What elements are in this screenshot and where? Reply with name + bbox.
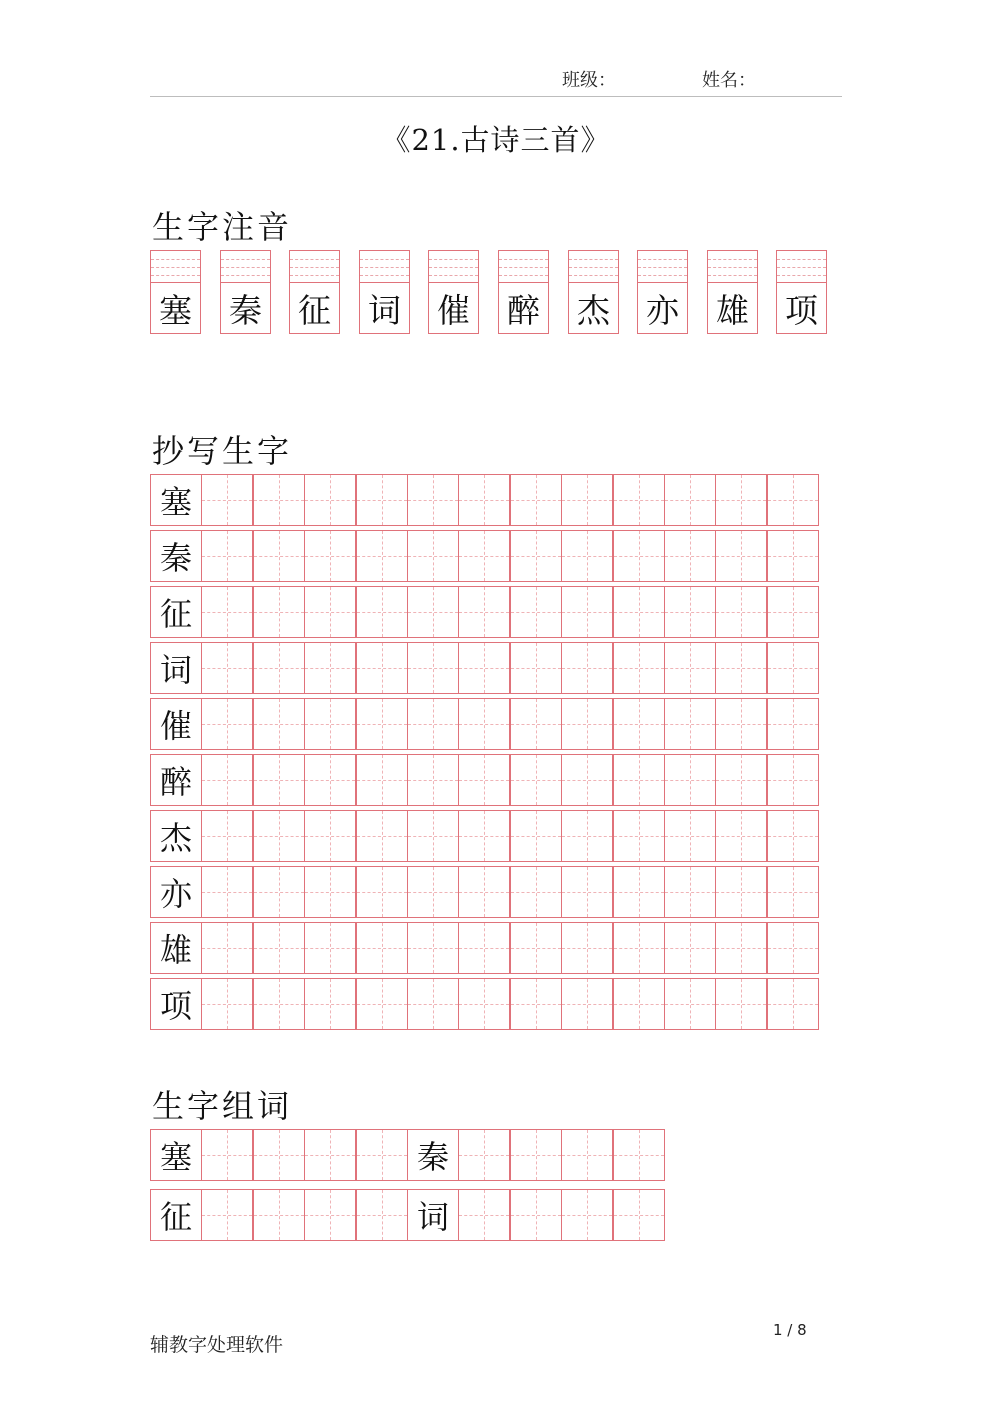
- writing-cell[interactable]: [356, 922, 408, 974]
- writing-cell[interactable]: [767, 810, 819, 862]
- writing-cell[interactable]: [510, 474, 562, 526]
- copy-model-cell: [150, 642, 202, 694]
- pinyin-writing-area[interactable]: [221, 251, 270, 283]
- word-writing-cell[interactable]: [561, 1129, 613, 1181]
- copy-model-cell: [150, 866, 202, 918]
- phonetic-box[interactable]: [220, 250, 271, 334]
- writing-cell[interactable]: [253, 754, 305, 806]
- phonetic-character: 征: [298, 290, 331, 330]
- writing-cell[interactable]: [664, 866, 716, 918]
- writing-cell[interactable]: [407, 642, 459, 694]
- model-character: 醉: [159, 763, 192, 801]
- model-character: 项: [159, 987, 192, 1025]
- writing-cell[interactable]: [201, 978, 253, 1030]
- model-character: 塞: [159, 483, 192, 521]
- name-label: 姓名：: [702, 70, 756, 91]
- writing-cell[interactable]: [664, 530, 716, 582]
- writing-cell[interactable]: [561, 754, 613, 806]
- model-character: 雄: [159, 931, 192, 969]
- writing-cell[interactable]: [356, 866, 408, 918]
- word-model-character: 征: [159, 1198, 192, 1236]
- writing-cell[interactable]: [510, 978, 562, 1030]
- writing-cell[interactable]: [510, 530, 562, 582]
- writing-cell[interactable]: [356, 586, 408, 638]
- pinyin-writing-area[interactable]: [499, 251, 548, 283]
- writing-cell[interactable]: [407, 698, 459, 750]
- writing-cell[interactable]: [561, 978, 613, 1030]
- pinyin-writing-area[interactable]: [569, 251, 618, 283]
- copy-model-cell: [150, 530, 202, 582]
- word-writing-cell[interactable]: [458, 1189, 510, 1241]
- writing-cell[interactable]: [253, 866, 305, 918]
- word-writing-cell[interactable]: [510, 1129, 562, 1181]
- writing-cell[interactable]: [356, 474, 408, 526]
- word-model-character: 秦: [416, 1138, 449, 1176]
- phonetic-box[interactable]: [150, 250, 201, 334]
- writing-cell[interactable]: [253, 810, 305, 862]
- writing-cell[interactable]: [356, 810, 408, 862]
- writing-cell[interactable]: [407, 754, 459, 806]
- writing-cell[interactable]: [613, 474, 665, 526]
- writing-cell[interactable]: [613, 698, 665, 750]
- pinyin-writing-area[interactable]: [429, 251, 478, 283]
- writing-cell[interactable]: [304, 530, 356, 582]
- model-character: 征: [159, 595, 192, 633]
- copy-model-cell: [150, 474, 202, 526]
- header-divider: [150, 96, 842, 97]
- word-model-cell: [150, 1189, 202, 1241]
- word-model-cell: [150, 1129, 202, 1181]
- phonetic-box[interactable]: [289, 250, 340, 334]
- writing-cell[interactable]: [253, 642, 305, 694]
- writing-cell[interactable]: [664, 642, 716, 694]
- pinyin-writing-area[interactable]: [638, 251, 687, 283]
- writing-cell[interactable]: [613, 810, 665, 862]
- writing-cell[interactable]: [767, 530, 819, 582]
- writing-cell[interactable]: [613, 642, 665, 694]
- writing-cell[interactable]: [458, 866, 510, 918]
- writing-cell[interactable]: [561, 810, 613, 862]
- phonetic-box[interactable]: [359, 250, 410, 334]
- writing-cell[interactable]: [561, 866, 613, 918]
- pinyin-writing-area[interactable]: [777, 251, 826, 283]
- page-title: 《21.古诗三首》: [381, 123, 611, 157]
- writing-cell[interactable]: [201, 922, 253, 974]
- writing-cell[interactable]: [356, 530, 408, 582]
- writing-cell[interactable]: [407, 922, 459, 974]
- writing-cell[interactable]: [201, 810, 253, 862]
- writing-cell[interactable]: [253, 922, 305, 974]
- writing-cell[interactable]: [510, 754, 562, 806]
- pinyin-writing-area[interactable]: [290, 251, 339, 283]
- word-writing-cell[interactable]: [304, 1129, 356, 1181]
- model-character: 秦: [159, 539, 192, 577]
- writing-cell[interactable]: [613, 586, 665, 638]
- writing-cell[interactable]: [510, 866, 562, 918]
- writing-cell[interactable]: [613, 866, 665, 918]
- class-label: 班级：: [562, 70, 616, 91]
- writing-cell[interactable]: [767, 866, 819, 918]
- writing-cell[interactable]: [356, 754, 408, 806]
- writing-cell[interactable]: [304, 698, 356, 750]
- word-model-character: 词: [416, 1198, 449, 1236]
- writing-cell[interactable]: [561, 474, 613, 526]
- writing-cell[interactable]: [458, 698, 510, 750]
- model-character: 亦: [159, 875, 192, 913]
- writing-cell[interactable]: [561, 642, 613, 694]
- writing-cell[interactable]: [561, 586, 613, 638]
- writing-cell[interactable]: [767, 698, 819, 750]
- writing-cell[interactable]: [664, 922, 716, 974]
- writing-cell[interactable]: [304, 754, 356, 806]
- writing-cell[interactable]: [613, 530, 665, 582]
- phonetic-character: 杰: [577, 290, 610, 330]
- writing-cell[interactable]: [664, 474, 716, 526]
- phonetic-box[interactable]: [776, 250, 827, 334]
- word-writing-cell[interactable]: [201, 1129, 253, 1181]
- writing-cell[interactable]: [664, 698, 716, 750]
- pinyin-writing-area[interactable]: [360, 251, 409, 283]
- writing-cell[interactable]: [253, 586, 305, 638]
- writing-cell[interactable]: [407, 474, 459, 526]
- word-writing-cell[interactable]: [356, 1189, 408, 1241]
- writing-cell[interactable]: [304, 474, 356, 526]
- writing-cell[interactable]: [201, 866, 253, 918]
- word-writing-cell[interactable]: [356, 1129, 408, 1181]
- writing-cell[interactable]: [664, 754, 716, 806]
- copy-model-cell: [150, 978, 202, 1030]
- writing-cell[interactable]: [767, 922, 819, 974]
- pinyin-writing-area[interactable]: [151, 251, 200, 283]
- writing-cell[interactable]: [201, 754, 253, 806]
- writing-cell[interactable]: [510, 642, 562, 694]
- writing-cell[interactable]: [304, 866, 356, 918]
- writing-cell[interactable]: [664, 810, 716, 862]
- writing-cell[interactable]: [356, 978, 408, 1030]
- writing-cell[interactable]: [715, 754, 767, 806]
- writing-cell[interactable]: [715, 530, 767, 582]
- writing-cell[interactable]: [458, 922, 510, 974]
- pinyin-writing-area[interactable]: [708, 251, 757, 283]
- writing-cell[interactable]: [715, 978, 767, 1030]
- writing-cell[interactable]: [201, 474, 253, 526]
- writing-cell[interactable]: [767, 642, 819, 694]
- model-character: 杰: [159, 819, 192, 857]
- writing-cell[interactable]: [253, 474, 305, 526]
- word-writing-cell[interactable]: [201, 1189, 253, 1241]
- writing-cell[interactable]: [561, 698, 613, 750]
- section-words-title: 生字组词: [152, 1087, 293, 1125]
- phonetic-box[interactable]: [707, 250, 758, 334]
- writing-cell[interactable]: [664, 978, 716, 1030]
- writing-cell[interactable]: [561, 922, 613, 974]
- writing-cell[interactable]: [715, 586, 767, 638]
- writing-cell[interactable]: [407, 866, 459, 918]
- writing-cell[interactable]: [510, 922, 562, 974]
- word-writing-cell[interactable]: [613, 1189, 665, 1241]
- copy-model-cell: [150, 810, 202, 862]
- writing-cell[interactable]: [304, 810, 356, 862]
- phonetic-box[interactable]: [498, 250, 549, 334]
- word-writing-cell[interactable]: [458, 1129, 510, 1181]
- copy-model-cell: [150, 922, 202, 974]
- writing-cell[interactable]: [458, 810, 510, 862]
- copy-model-cell: [150, 754, 202, 806]
- writing-cell[interactable]: [304, 922, 356, 974]
- page-number: 1 / 8: [773, 1321, 807, 1339]
- writing-cell[interactable]: [407, 810, 459, 862]
- phonetic-box[interactable]: [568, 250, 619, 334]
- writing-cell[interactable]: [715, 810, 767, 862]
- writing-cell[interactable]: [304, 978, 356, 1030]
- writing-cell[interactable]: [201, 642, 253, 694]
- phonetic-character: 亦: [646, 290, 679, 330]
- writing-cell[interactable]: [561, 530, 613, 582]
- phonetic-box[interactable]: [428, 250, 479, 334]
- writing-cell[interactable]: [253, 530, 305, 582]
- writing-cell[interactable]: [458, 754, 510, 806]
- phonetic-character: 催: [437, 290, 470, 330]
- word-writing-cell[interactable]: [253, 1189, 305, 1241]
- writing-cell[interactable]: [407, 978, 459, 1030]
- word-model-cell: [407, 1129, 459, 1181]
- writing-cell[interactable]: [715, 922, 767, 974]
- writing-cell[interactable]: [767, 754, 819, 806]
- writing-cell[interactable]: [715, 698, 767, 750]
- word-writing-cell[interactable]: [304, 1189, 356, 1241]
- section-phonetic-title: 生字注音: [152, 208, 293, 246]
- word-model-cell: [407, 1189, 459, 1241]
- writing-cell[interactable]: [510, 586, 562, 638]
- writing-cell[interactable]: [253, 978, 305, 1030]
- phonetic-character: 醉: [507, 290, 540, 330]
- writing-cell[interactable]: [458, 474, 510, 526]
- writing-cell[interactable]: [715, 866, 767, 918]
- writing-cell[interactable]: [510, 810, 562, 862]
- writing-cell[interactable]: [458, 586, 510, 638]
- writing-cell[interactable]: [767, 978, 819, 1030]
- writing-cell[interactable]: [613, 922, 665, 974]
- writing-cell[interactable]: [304, 586, 356, 638]
- phonetic-box[interactable]: [637, 250, 688, 334]
- writing-cell[interactable]: [715, 642, 767, 694]
- writing-cell[interactable]: [356, 642, 408, 694]
- copy-model-cell: [150, 698, 202, 750]
- footer-software: 辅教字处理软件: [150, 1334, 284, 1356]
- writing-cell[interactable]: [767, 586, 819, 638]
- word-writing-cell[interactable]: [253, 1129, 305, 1181]
- writing-cell[interactable]: [407, 586, 459, 638]
- writing-cell[interactable]: [664, 586, 716, 638]
- writing-cell[interactable]: [458, 978, 510, 1030]
- model-character: 词: [159, 651, 192, 689]
- word-model-character: 塞: [159, 1138, 192, 1176]
- writing-cell[interactable]: [458, 642, 510, 694]
- model-character: 催: [159, 707, 192, 745]
- writing-cell[interactable]: [201, 698, 253, 750]
- writing-cell[interactable]: [356, 698, 408, 750]
- writing-cell[interactable]: [304, 642, 356, 694]
- writing-cell[interactable]: [613, 754, 665, 806]
- writing-cell[interactable]: [253, 698, 305, 750]
- writing-cell[interactable]: [458, 530, 510, 582]
- phonetic-character: 秦: [229, 290, 262, 330]
- writing-cell[interactable]: [510, 698, 562, 750]
- word-writing-cell[interactable]: [561, 1189, 613, 1241]
- writing-cell[interactable]: [767, 474, 819, 526]
- word-writing-cell[interactable]: [613, 1129, 665, 1181]
- writing-cell[interactable]: [407, 530, 459, 582]
- section-copy-title: 抄写生字: [152, 432, 293, 470]
- writing-cell[interactable]: [201, 530, 253, 582]
- writing-cell[interactable]: [201, 586, 253, 638]
- phonetic-character: 项: [785, 290, 818, 330]
- writing-cell[interactable]: [715, 474, 767, 526]
- phonetic-character: 塞: [159, 290, 192, 330]
- copy-model-cell: [150, 586, 202, 638]
- phonetic-character: 词: [368, 290, 401, 330]
- phonetic-character: 雄: [716, 290, 749, 330]
- word-writing-cell[interactable]: [510, 1189, 562, 1241]
- writing-cell[interactable]: [613, 978, 665, 1030]
